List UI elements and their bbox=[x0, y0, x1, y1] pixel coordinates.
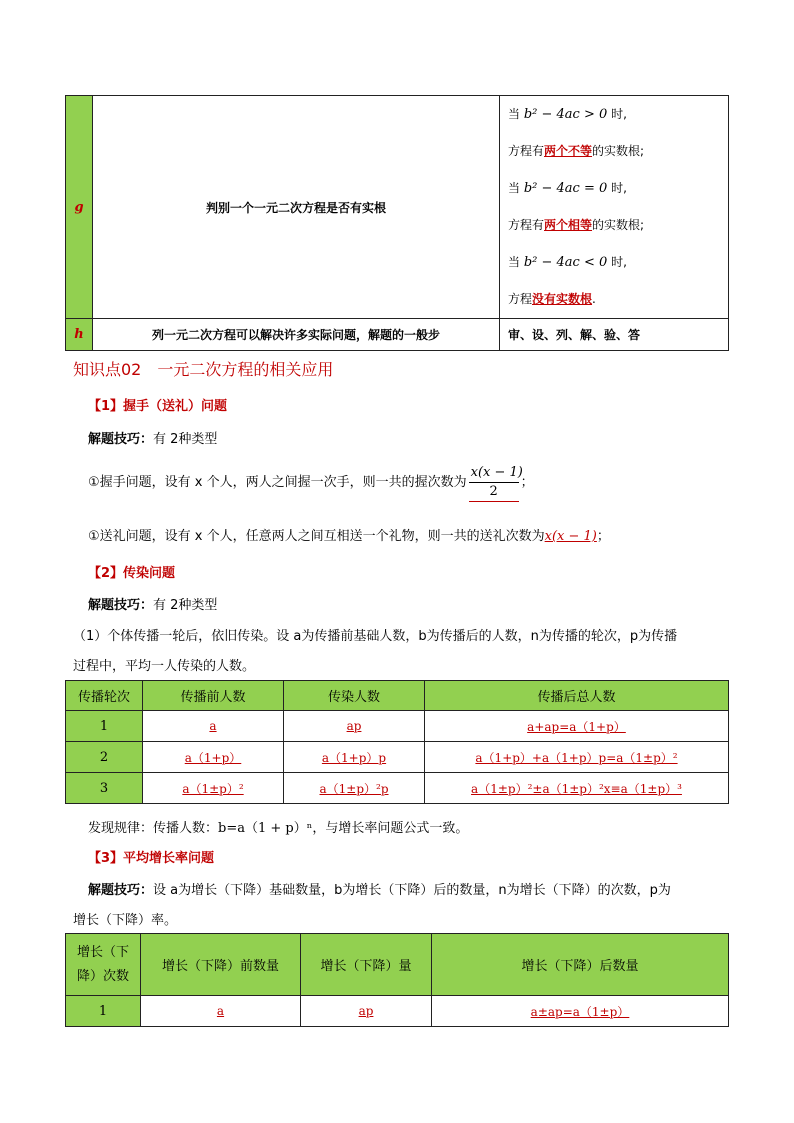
case-line bbox=[508, 133, 728, 170]
tip-text: 设 a为增长（下降）基础数量，b为增长（下降）后的数量，n为增长（下降）的次数，p为 bbox=[153, 883, 671, 898]
case-prefix: 当 bbox=[508, 255, 521, 269]
growth-description-line2: 增长（下降）率。 bbox=[73, 913, 178, 928]
subsection-heading: 【1】握手（送礼）问题 bbox=[88, 399, 228, 414]
tip-text: 有 2种类型 bbox=[153, 432, 218, 447]
table-cell bbox=[284, 773, 425, 804]
fraction-numerator: x(x − 1) bbox=[469, 464, 519, 483]
tip-label: 解题技巧： bbox=[88, 598, 154, 613]
case-prefix: 方程有 bbox=[508, 144, 545, 158]
column-header: 增长（下降）次数 bbox=[66, 934, 141, 996]
round-number: 1 bbox=[66, 996, 141, 1027]
case-suffix: 时, bbox=[611, 255, 627, 269]
tip-line bbox=[88, 594, 217, 613]
table-row bbox=[66, 996, 729, 1027]
subsection-heading: 【2】传染问题 bbox=[88, 566, 176, 581]
case-prefix: 方程有 bbox=[508, 218, 545, 232]
case-answer: 两个相等 bbox=[544, 218, 593, 232]
fraction-answer bbox=[469, 464, 523, 502]
cell-answer: a（1+p）p bbox=[321, 750, 387, 765]
table-cell bbox=[141, 996, 301, 1027]
case-suffix: 的实数根; bbox=[592, 144, 645, 158]
handshake-item bbox=[88, 460, 534, 506]
section-title: 知识点02 一元二次方程的相关应用 bbox=[73, 360, 334, 379]
case-line bbox=[508, 244, 728, 281]
case-expression: b² − 4ac < 0 bbox=[523, 255, 608, 270]
case-suffix: 时, bbox=[611, 107, 627, 121]
tip-text: 有 2种类型 bbox=[153, 598, 218, 613]
rule-prefix: 发现规律：传播人数： bbox=[88, 821, 219, 836]
table-cell bbox=[284, 711, 425, 742]
table-header-row bbox=[66, 934, 729, 996]
fraction-denominator: 2 bbox=[489, 483, 498, 499]
row-description-h: 列一元二次方程可以解决许多实际问题，解题的一般步 bbox=[93, 319, 500, 351]
table-row bbox=[66, 96, 729, 319]
column-header: 传播前人数 bbox=[143, 681, 284, 711]
row-description-g: 判别一个一元二次方程是否有实根 bbox=[93, 96, 500, 319]
table-cell bbox=[432, 996, 729, 1027]
tip-line bbox=[88, 428, 217, 447]
case-prefix: 当 bbox=[508, 107, 521, 121]
cell-answer: a（1±p）² bbox=[182, 781, 244, 796]
table-cell bbox=[425, 773, 729, 804]
table-row bbox=[66, 742, 729, 773]
case-expression: b² − 4ac = 0 bbox=[523, 181, 608, 196]
case-suffix: 时, bbox=[611, 181, 627, 195]
case-line bbox=[508, 96, 728, 133]
infection-description-line1: （1）个体传播一轮后，依旧传染。设 a为传播前基础人数，b为传播后的人数，n为传播的轮次，p为传播 bbox=[73, 629, 678, 644]
pattern-rule bbox=[88, 817, 468, 836]
case-line bbox=[508, 170, 728, 207]
cell-answer: ap bbox=[346, 718, 362, 733]
tip-label: 解题技巧： bbox=[88, 432, 154, 447]
table-cell bbox=[143, 742, 284, 773]
subsection-heading: 【3】平均增长率问题 bbox=[88, 851, 215, 866]
gift-item bbox=[88, 525, 610, 544]
cell-answer: a（1+p） bbox=[184, 750, 242, 765]
cell-answer: a（1+p）+a（1+p）p=a（1±p）² bbox=[475, 750, 678, 765]
discriminant-cases bbox=[500, 96, 729, 319]
table-cell bbox=[143, 711, 284, 742]
rule-formula: b=a（1 + p）ⁿ bbox=[218, 821, 313, 836]
case-prefix: 当 bbox=[508, 181, 521, 195]
case-answer: 没有实数根 bbox=[532, 292, 593, 306]
table-row bbox=[66, 711, 729, 742]
case-expression: b² − 4ac > 0 bbox=[523, 107, 608, 122]
solve-steps: 审、设、列、解、验、答 bbox=[500, 319, 729, 351]
cell-answer: ap bbox=[358, 1003, 374, 1018]
table-cell bbox=[425, 711, 729, 742]
table-row bbox=[66, 319, 729, 351]
item-text: ①握手问题，设有 x 个人，两人之间握一次手，则一共的握次数为 bbox=[88, 475, 467, 490]
row-label-h: h bbox=[66, 319, 93, 351]
rule-suffix: ，与增长率问题公式一致。 bbox=[312, 821, 469, 836]
item-end: ； bbox=[520, 475, 534, 490]
column-header: 增长（下降）量 bbox=[301, 934, 432, 996]
row-label-g: g bbox=[66, 96, 93, 319]
table-cell bbox=[284, 742, 425, 773]
cell-answer: a bbox=[209, 718, 217, 733]
cell-answer: a±ap=a（1±p） bbox=[530, 1004, 630, 1019]
table-header-row bbox=[66, 681, 729, 711]
item-end: ； bbox=[596, 529, 610, 544]
case-suffix: 的实数根; bbox=[592, 218, 645, 232]
round-number: 2 bbox=[66, 742, 143, 773]
table-row bbox=[66, 773, 729, 804]
case-suffix: . bbox=[592, 292, 596, 306]
infection-description-line2: 过程中，平均一人传染的人数。 bbox=[73, 659, 256, 674]
cell-answer: a（1±p）²±a（1±p）²x≡a（1±p）³ bbox=[471, 781, 682, 796]
column-header: 增长（下降）前数量 bbox=[141, 934, 301, 996]
tip-label: 解题技巧： bbox=[88, 883, 154, 898]
cell-answer: a bbox=[216, 1003, 225, 1018]
case-line bbox=[508, 281, 728, 318]
item-text: ①送礼问题，设有 x 个人，任意两人之间互相送一个礼物，则一共的送礼次数为 bbox=[88, 529, 545, 544]
growth-table bbox=[65, 933, 729, 1027]
gift-answer: x(x − 1) bbox=[544, 529, 597, 544]
round-number: 1 bbox=[66, 711, 143, 742]
case-line bbox=[508, 207, 728, 244]
cell-answer: a（1±p）²p bbox=[319, 781, 389, 796]
infection-table bbox=[65, 680, 729, 804]
table-cell bbox=[301, 996, 432, 1027]
cell-answer: a+ap=a（1+p） bbox=[527, 719, 626, 734]
table-cell bbox=[425, 742, 729, 773]
top-table bbox=[65, 95, 729, 351]
round-number: 3 bbox=[66, 773, 143, 804]
case-prefix: 方程 bbox=[508, 292, 533, 306]
case-answer: 两个不等 bbox=[544, 144, 593, 158]
column-header: 传播后总人数 bbox=[425, 681, 729, 711]
column-header: 传染人数 bbox=[284, 681, 425, 711]
column-header: 增长（下降）后数量 bbox=[432, 934, 729, 996]
growth-description-line1 bbox=[88, 879, 671, 898]
column-header: 传播轮次 bbox=[66, 681, 143, 711]
table-cell bbox=[143, 773, 284, 804]
